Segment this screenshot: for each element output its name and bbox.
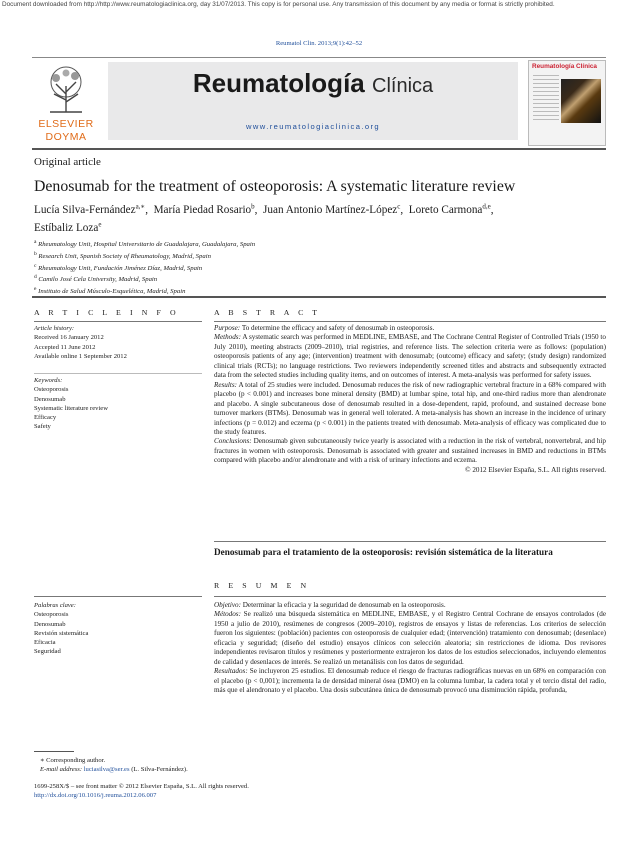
history-accepted: Accepted 11 June 2012 [34,343,96,351]
history-received: Received 16 January 2012 [34,334,104,342]
publisher-name: ELSEVIER [38,118,94,130]
author-affiliation-sup[interactable]: e [98,220,102,229]
abstract-results: Results: A total of 25 studies were included. Denosumab reduces the risk of new radiographic vertebral fracture in a 68% compared with placebo (p < 0.001) and increases bone mineral density (BMD) at lumbar spine, total hip, and one-third radius more than alendronate and placebo. A single subcutaneous dose of denosumab resulted in a dose-dependent, rapid, profound, and sustained decrease bone turnover markers (BTMs). Denosumab was in general well tolerated. A meta-analysis has shown an increase in the incidence of urinary infections (p = 0.012) and eczema (p < 0.001) in the patients treated with denosumab. Meta-analysis of efficacy was complicated due to the study features. [214,380,606,436]
history-online: Available online 1 September 2012 [34,352,127,360]
header-divider [32,148,606,150]
download-notice: Document downloaded from http://http://www.reumatologiaclinica.org, day 31/07/2013. This copy is for personal use. Any transmission of this document by any media or format is strictly prohibited. [2,1,555,8]
publisher-name-sub: DOYMA [45,131,87,143]
article-history [34,324,202,361]
issn-block [34,782,434,801]
resumen-resultados: Resultados: Se incluyeron 25 estudios. El denosumab reduce el riesgo de fracturas radiográficas nuevas en un 68% en comparación con el placebo (p < 0,001); incrementa la de densidad mineral ósea (DMO) en la columna lumbar, la cadera total y el tercio distal del radio, más que el alendronato y el placebo. Una dosis subcutánea única de denosumab provocó una disminución rápida, profunda, [214,667,606,695]
keyword: Osteoporosis [34,611,69,619]
article-type: Original article [34,156,101,168]
abstract-copyright: © 2012 Elsevier España, S.L. All rights reserved. [465,465,606,474]
author-affiliation-sup[interactable]: d,e [482,202,491,210]
resumen-divider [214,596,606,597]
abstract-purpose: Purpose: To determine the efficacy and safety of denosumab in osteoporosis. [214,324,435,332]
author: Lucía Silva-Fernández$^{a,∗}$, [34,202,151,216]
history-label: Article history: [34,325,75,332]
affiliation: $^c$ Rheumatology Unit, Fundación Jiménez Díaz, Madrid, Spain [34,262,203,272]
abstract-divider [214,321,606,322]
journal-title-sub: Clínica [372,75,434,97]
keywords-divider [34,373,202,374]
email-link[interactable]: luciasilva@ser.es [83,766,130,774]
doi-link[interactable]: http://dx.doi.org/10.1016/j.reuma.2012.06.007 [34,792,157,800]
publisher-logo [32,62,100,146]
journal-title [108,68,518,99]
info-divider [34,321,202,322]
keyword: Revisión sistemática [34,629,89,637]
affiliation: $^e$ Instituto de Salud Músculo-Esquelética, Madrid, Spain [34,286,186,296]
author-line-2 [34,218,604,237]
affiliation-list [34,238,594,297]
author: Loreto Carmona$^{d,e}$, [408,202,494,216]
resumen-body [214,601,606,696]
affiliation: $^b$ Research Unit, Spanish Society of Rheumatology, Madrid, Spain [34,250,211,261]
author-line-1 [34,199,604,218]
author: María Piedad Rosario$^b$, [153,202,261,216]
top-divider [32,57,606,58]
corresponding-label: ∗ Corresponding author. [40,757,106,764]
article-info-heading: A R T I C L E I N F O [34,308,180,317]
keyword: Eficacia [34,639,56,647]
footnote-divider [34,751,74,752]
keyword: Seguridad [34,648,61,656]
spanish-divider [214,541,606,542]
article-title: Denosumab for the treatment of osteoporosis: A systematic literature review [34,178,516,195]
cover-image [561,79,601,123]
journal-title-main: Reumatología [192,68,365,98]
author-affiliation-sup[interactable]: b [251,202,255,210]
cover-text-lines [533,75,559,123]
resumen-objetivo: Objetivo: Determinar la eficacia y la seguridad de denosumab en la osteoporosis. [214,601,446,609]
keyword: Safety [34,423,51,431]
section-divider [32,296,606,298]
journal-banner [108,62,518,140]
issn-line: 1699-258X/$ – see front matter © 2012 Elsevier España, S.L. All rights reserved. [34,783,249,790]
keyword: Denosumab [34,395,66,403]
elsevier-tree-icon [42,64,90,116]
palabras-label: Palabras clave: [34,602,76,609]
author: Juan Antonio Martínez-López$^c$, [263,202,406,216]
palabras-divider [34,596,202,597]
author: Estíbaliz Loza$^e$ [34,220,102,235]
keywords-label: Keywords: [34,377,63,384]
author-affiliation-sup[interactable]: a,∗ [135,202,146,210]
abstract-body [214,324,606,475]
journal-citation[interactable]: Reumatol Clin. 2013;9(1):42–52 [275,40,363,47]
cover-title: Reumatología Clínica [532,63,597,70]
corresponding-author-note [40,756,340,775]
journal-cover-thumbnail [528,60,606,146]
affiliation: $^d$ Camilo José Cela University, Madrid, Spain [34,274,158,284]
keyword: Osteoporosis [34,386,69,394]
abstract-methods: Methods: A systematic search was performed in MEDLINE, EMBASE, and The Cochrane Central Register of Controlled Trials (1950 to July 2010), meeting abstracts (2009–2010), trial registries, and reference lists. The selection criteria were as follows: (population) osteoporosis patients of any age; (intervention) treatment with denosumab; (outcome) efficacy and safety; (study design) randomized clinical trials (RCTs); no language restrictions. Two reviewers independently screened titles and abstracts and subsequently extracted data from the selected studies including quality items, and on outcomes of interest. A meta-analysis was performed for safety issues. [214,333,606,380]
journal-url-link[interactable]: www.reumatologiaclinica.org [245,122,381,131]
resumen-heading: R E S U M E N [214,581,310,590]
spanish-title: Denosumab para el tratamiento de la osteoporosis: revisión sistemática de la literatura [214,547,553,557]
affiliation: $^a$ Rheumatology Unit, Hospital Universitario de Guadalajara, Guadalajara, Spain [34,239,256,249]
keyword: Denosumab [34,620,66,628]
email-line: E-mail address: luciasilva@ser.es (L. Silva-Fernández). [40,766,188,774]
author-list [34,199,604,236]
abstract-conclusions: Conclusions: Denosumab given subcutaneously twice yearly is associated with a reduction in the risk of vertebral, nonvertebral, and hip fractures in women with osteoporosis. Denosumab is associated with greater and sustained increases in BMD and reductions in BTMs compared with placebo and/or alendronate and with a risk of urinary infections and eczema. [214,437,606,465]
author-affiliation-sup[interactable]: c [397,202,401,210]
keyword: Systematic literature review [34,404,108,412]
palabras-clave-list [34,601,202,657]
abstract-heading: A B S T R A C T [214,308,321,317]
resumen-metodos: Métodos: Se realizó una búsqueda sistemática en MEDLINE, EMBASE, y el Registro Central Cochrane de ensayos controlados (de 1950 a julio de 2010), resúmenes de congresos (2009–2010), registros de ensayos y listas de referencias. Los criterios de selección fueron los siguientes: (población) pacientes con osteoporosis de cualquier edad; (intervención) tratamiento con denosumab; (desenlace) eficacia y seguridad; (diseño del estudio) ensayos clínicos con selección aleatoria; sin restricciones de idioma. Dos revisores independientes revisaron títulos y resúmenes y posteriormente extrajeron los datos de los estudios seleccionados, incluyendo elementos de calidad y desenlaces de interés. Se realizó un metanálisis con los datos de seguridad. [214,610,606,666]
keywords-list [34,376,202,432]
keyword: Efficacy [34,414,57,422]
